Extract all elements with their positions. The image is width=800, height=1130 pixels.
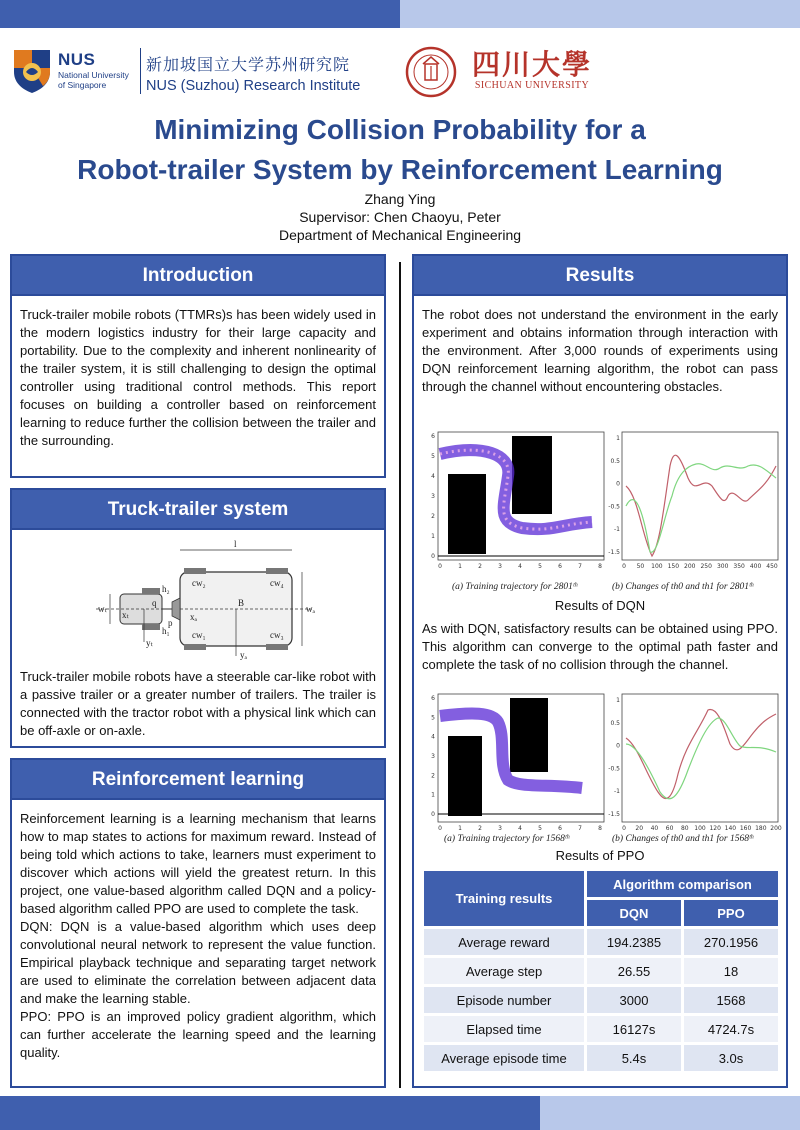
row-ppo: 1568 (684, 987, 778, 1013)
rl-heading: Reinforcement learning (12, 760, 384, 800)
dqn-caption-a: (a) Training trajectory for 2801ᵗʰ (452, 582, 578, 592)
x-tick-label: 7 (578, 825, 582, 832)
y-tick-label: 0 (616, 742, 620, 750)
ppo-column-header: PPO (684, 900, 778, 926)
y-tick-label: 4 (431, 473, 435, 480)
y-tick-label: 0.5 (610, 457, 620, 465)
rl-paragraph-3: PPO: PPO is an improved policy gradient algorithm, which can further accelerate the learning speed and the learning quality. (20, 1009, 376, 1060)
label-wt: wₜ (98, 604, 108, 614)
y-tick-label: 0 (431, 553, 435, 560)
nus-lion-crest-icon (12, 48, 52, 94)
truck-trailer-diagram (12, 530, 384, 662)
row-dqn: 16127s (587, 1016, 681, 1042)
ppo-caption-a: (a) Training trajectory for 1568ᵗʰ (444, 834, 570, 844)
x-tick-label: 200 (684, 563, 696, 570)
algorithm-comparison-header: Algorithm comparison (587, 871, 778, 897)
label-q: q (152, 598, 157, 608)
row-label: Average step (424, 958, 584, 984)
row-label: Episode number (424, 987, 584, 1013)
row-ppo: 18 (684, 958, 778, 984)
y-tick-label: 0 (616, 480, 620, 488)
x-tick-label: 60 (665, 825, 674, 832)
x-tick-label: 0 (622, 563, 626, 570)
bottom-banner (0, 1096, 800, 1130)
y-tick-label: 0 (431, 811, 435, 818)
dqn-theta-figure (608, 426, 784, 574)
ppo-theta-figure (608, 688, 784, 836)
x-tick-label: 140 (724, 825, 737, 832)
row-dqn: 194.2385 (587, 929, 681, 955)
table-row (424, 958, 778, 984)
results-paragraph-1: The robot does not understand the environment in the early experiment and obtains information through interaction with the environment. After 3,000 rounds of experiments using DQN reinforcement learning algorithm, the robot can pass through the channel without encountering obstacles. (422, 307, 778, 394)
header-divider (140, 48, 141, 94)
x-tick-label: 300 (716, 563, 729, 570)
ppo-traj-xticks (438, 825, 602, 832)
dqn-column-header: DQN (587, 900, 681, 926)
y-tick-label: 2 (431, 772, 435, 780)
top-banner (0, 0, 800, 28)
y-tick-label: -1.5 (608, 549, 620, 556)
x-tick-label: 6 (558, 563, 562, 570)
label-cw2: cw₂ (192, 578, 206, 588)
table-row (424, 1045, 778, 1071)
x-tick-label: 400 (749, 563, 762, 570)
x-tick-label: 4 (518, 563, 522, 570)
dqn-plot-yticks (608, 435, 620, 556)
label-ya: yₐ (240, 650, 247, 660)
y-tick-label: 4 (431, 733, 435, 741)
row-dqn: 26.55 (587, 958, 681, 984)
y-tick-label: 3 (431, 493, 435, 500)
y-tick-label: 2 (431, 513, 435, 520)
x-tick-label: 50 (636, 563, 645, 570)
table-row (424, 987, 778, 1013)
comparison-table (421, 868, 781, 1074)
x-tick-label: 5 (538, 563, 542, 570)
ppo-plot-xticks (622, 825, 782, 832)
x-tick-label: 250 (700, 563, 712, 570)
truck-trailer-text: Truck-trailer mobile robots have a steerable car-like robot with a passive trailer or a greater number of trailers. The trailer is connected with the tractor robot with a physical link which can be off-axle or on-axle. (20, 669, 376, 738)
x-tick-label: 8 (598, 825, 602, 832)
rl-paragraph-2: DQN: DQN is a value-based algorithm which uses deep convolutional neural network to represent the value function. Empirical playback technique and separating target network are used to eliminate the correlation between adjacent data and make the learning stable. (20, 919, 376, 1006)
y-tick-label: 6 (431, 433, 435, 440)
x-tick-label: 200 (770, 825, 782, 832)
y-tick-label: -1 (614, 526, 620, 534)
label-cw1: cw₁ (192, 630, 206, 640)
table-row (424, 929, 778, 955)
results-heading: Results (414, 256, 786, 296)
dqn-results-label: Results of DQN (554, 598, 646, 613)
ppo-trajectory-figure (422, 688, 608, 836)
row-label: Average reward (424, 929, 584, 955)
x-tick-label: 6 (558, 825, 562, 832)
label-cw4: cw₄ (270, 578, 284, 588)
label-yt: yₜ (146, 638, 154, 648)
suzhou-name-cn: 新加坡国立大学苏州研究院 (146, 55, 351, 74)
x-tick-label: 3 (498, 825, 502, 832)
row-ppo: 4724.7s (684, 1016, 778, 1042)
dqn-trajectory-figure (422, 426, 608, 574)
row-dqn: 3000 (587, 987, 681, 1013)
dqn-traj-yticks (431, 433, 435, 560)
author-name: Zhang Ying (364, 191, 436, 207)
x-tick-label: 2 (478, 563, 482, 570)
x-tick-label: 5 (538, 825, 542, 832)
label-xa: xₐ (190, 612, 197, 622)
y-tick-label: -1 (614, 788, 620, 796)
label-p: p (168, 618, 173, 628)
y-tick-label: 3 (431, 753, 435, 760)
title-line-2: Robot-trailer System by Reinforcement Learning (77, 154, 723, 185)
y-tick-label: 0.5 (610, 719, 620, 727)
y-tick-label: -1.5 (608, 811, 620, 818)
nus-name: NUS (58, 50, 96, 69)
row-label: Elapsed time (424, 1016, 584, 1042)
y-tick-label: 1 (431, 533, 435, 540)
row-ppo: 3.0s (684, 1045, 778, 1071)
ppo-caption-b: (b) Changes of th0 and th1 for 1568ᵗʰ (612, 834, 754, 844)
x-tick-label: 350 (733, 563, 745, 570)
x-tick-label: 120 (709, 825, 721, 832)
x-tick-label: 1 (458, 825, 462, 832)
results-paragraph-2: As with DQN, satisfactory results can be obtained using PPO. This algorithm can converge to the optimal path faster and complete the task of no collision through the channel. (422, 621, 778, 672)
x-tick-label: 4 (518, 825, 522, 832)
table-row (424, 1016, 778, 1042)
label-h1: h₁ (162, 626, 170, 636)
row-dqn: 5.4s (587, 1045, 681, 1071)
x-tick-label: 180 (755, 825, 767, 832)
label-h2: h₂ (162, 584, 170, 594)
y-tick-label: 6 (431, 695, 435, 702)
title-line-1: Minimizing Collision Probability for a (154, 114, 646, 145)
training-results-header: Training results (424, 871, 584, 926)
nus-sub-2: of Singapore (58, 80, 107, 90)
department: Department of Mechanical Engineering (278, 227, 522, 243)
y-tick-label: 1 (431, 791, 435, 799)
x-tick-label: 3 (498, 563, 502, 570)
sichuan-seal-icon (405, 46, 457, 98)
y-tick-label: -0.5 (608, 765, 620, 773)
y-tick-label: -0.5 (608, 503, 620, 511)
dqn-caption-b: (b) Changes of th0 and th1 for 2801ᵗʰ (612, 582, 754, 592)
x-tick-label: 0 (438, 563, 442, 570)
column-divider (399, 262, 401, 1088)
x-tick-label: 450 (766, 563, 778, 570)
x-tick-label: 0 (622, 825, 626, 832)
dqn-traj-xticks (438, 563, 602, 570)
x-tick-label: 150 (667, 563, 680, 570)
y-tick-label: 5 (431, 453, 435, 460)
dqn-plot-xticks (622, 563, 778, 570)
row-label: Average episode time (424, 1045, 584, 1071)
x-tick-label: 0 (438, 825, 442, 832)
results-section (412, 254, 788, 1088)
introduction-text: Truck-trailer mobile robots (TTMRs)s has been widely used in the modern logistics industry for their large capacity and portability. Due to the complexity and inherent nonlinearity of the trailer system, it is still challenging to design the optimal controller using traditional control methods. This report focuses on building a controller based on reinforcement learning to reduce further the collision between the trailer and the surrounding. (20, 307, 376, 448)
ppo-results-label: Results of PPO (555, 848, 645, 863)
ppo-traj-yticks (431, 695, 435, 818)
label-b: B (238, 598, 245, 608)
ppo-plot-yticks (608, 697, 620, 818)
poster-header (0, 42, 800, 102)
y-tick-label: 1 (616, 697, 620, 704)
supervisor: Supervisor: Chen Chaoyu, Peter (299, 209, 501, 225)
row-ppo: 270.1956 (684, 929, 778, 955)
truck-trailer-heading: Truck-trailer system (12, 490, 384, 530)
sichuan-name-en: SICHUAN UNIVERSITY (474, 80, 590, 91)
x-tick-label: 80 (680, 825, 689, 832)
introduction-section (10, 254, 386, 478)
x-tick-label: 40 (650, 825, 659, 832)
x-tick-label: 20 (635, 825, 644, 832)
y-tick-label: 1 (616, 435, 620, 442)
author-block (0, 190, 800, 244)
x-tick-label: 100 (651, 563, 663, 570)
label-cw3: cw₃ (270, 630, 284, 640)
label-wa: wₐ (306, 604, 315, 614)
truck-trailer-section (10, 488, 386, 748)
x-tick-label: 100 (694, 825, 706, 832)
label-l: l (234, 539, 237, 549)
y-tick-label: 5 (431, 714, 435, 722)
nus-sub-1: National University (58, 70, 129, 80)
sichuan-name-cn: 四川大學 (471, 48, 592, 81)
rl-paragraph-1: Reinforcement learning is a learning mechanism that learns how to map states to actions for maximum reward. Instead of being told which actions to take, learners must experiment to discover which actions will yield the greatest return. In this project, one value-based algorithm called DQN and a policy-based algorithm called PPO are used to complete the task. (20, 811, 376, 916)
poster-title (0, 110, 800, 190)
x-tick-label: 8 (598, 563, 602, 570)
x-tick-label: 160 (739, 825, 752, 832)
introduction-heading: Introduction (12, 256, 384, 296)
reinforcement-learning-section (10, 758, 386, 1088)
label-xt: xₜ (122, 610, 130, 620)
x-tick-label: 1 (458, 563, 462, 570)
x-tick-label: 7 (578, 563, 582, 570)
x-tick-label: 2 (478, 825, 482, 832)
suzhou-name-en: NUS (Suzhou) Research Institute (146, 78, 361, 94)
